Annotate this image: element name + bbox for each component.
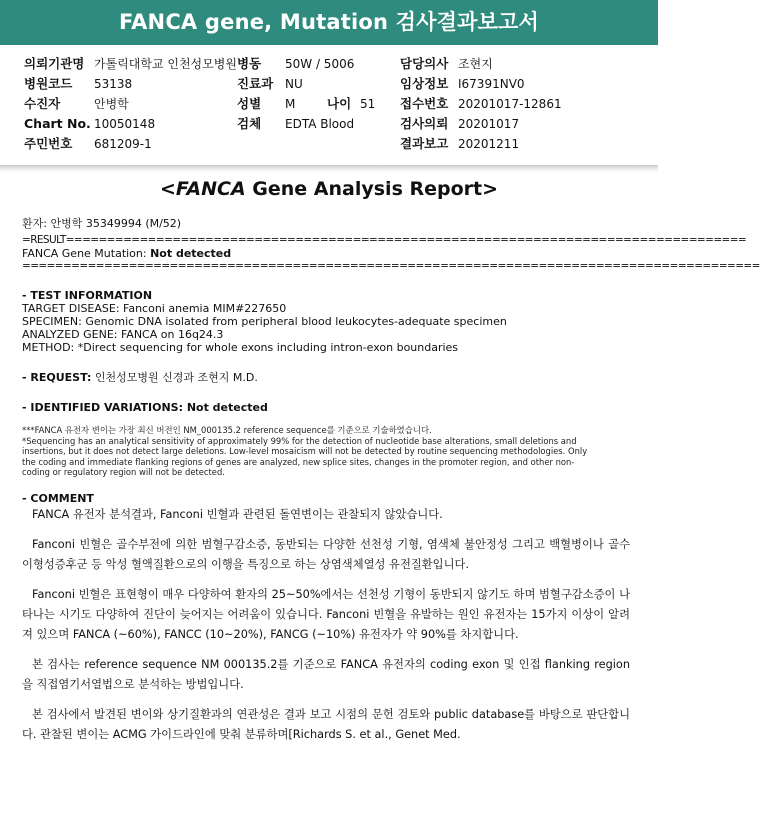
footnote-line: the coding and immediate flanking regions of genes are analyzed, new splice sites, changes in the promoter region, and other non- (22, 456, 575, 467)
info-value: 53138 (94, 77, 133, 91)
info-label: 접수번호 (400, 96, 449, 111)
patient-info-panel (0, 45, 658, 165)
info-row (0, 134, 658, 154)
info-label: 진료과 (237, 76, 274, 91)
info-label: 임상정보 (400, 76, 449, 91)
info-label: 성별 (237, 96, 262, 111)
result-separator: =RESULT=================================================================================== (22, 234, 747, 246)
result-separator-end: ========================================================================================== (22, 260, 760, 272)
info-label: 검체 (237, 116, 262, 131)
comment-header: - COMMENT (22, 491, 94, 505)
info-value: 20201211 (458, 137, 520, 151)
comment-text: 본 검사는 reference sequence NM 000135.2를 기준으로 FANCA 유전자의 coding exon 및 인접 flanking region을 직접염기서열법으로 분석하는 방법입니다. (22, 657, 630, 691)
info-value: 10050148 (94, 117, 156, 131)
info-value: 20201017 (458, 117, 520, 131)
info-label: Chart No. (24, 116, 91, 131)
info-label: 결과보고 (400, 136, 449, 151)
info-value: NU (285, 77, 303, 91)
comment-text: 본 검사에서 발견된 변이와 상기질환과의 연관성은 결과 보고 시점의 문헌 검토와 public database를 바탕으로 판단합니다. 관찰된 변이는 ACMG 가이드라인에 맞춰 분류하며[Richards S. et al., Genet Med. (22, 707, 630, 741)
comment-paragraph (22, 655, 630, 695)
request-line (22, 371, 630, 384)
analyzed-gene: ANALYZED GENE: FANCA on 16q24.3 (22, 328, 224, 341)
variations-value: Not detected (183, 401, 268, 414)
info-label: 의뢰기관명 (24, 56, 85, 71)
comment-text: Fanconi 빈혈은 골수부전에 의한 범혈구감소증, 동반되는 다양한 선천성 기형, 염색체 불안정성 그리고 백혈병이나 골수이형성증후군 등 악성 혈액질환으로의 이행을 특징으로 하는 상염색체열성 유전질환입니다. (22, 537, 630, 571)
comment-paragraph (22, 505, 630, 525)
info-value: 가톨릭대학교 인천성모병원 (94, 57, 237, 71)
comment-paragraph (22, 535, 630, 575)
report-title-rest: Gene Analysis Report> (245, 178, 499, 200)
request-label: - REQUEST: (22, 371, 92, 384)
info-value: EDTA Blood (285, 117, 355, 131)
info-value: 20201017-12861 (458, 97, 562, 111)
info-label: 담당의사 (400, 56, 449, 71)
report-body (22, 217, 760, 745)
info-value: I67391NV0 (458, 77, 525, 91)
mutation-value: Not detected (150, 247, 232, 260)
info-label: 주민번호 (24, 136, 73, 151)
info-label: 나이 (327, 96, 352, 111)
variations-label: - IDENTIFIED VARIATIONS: (22, 401, 183, 414)
info-label: 병원코드 (24, 76, 73, 91)
comment-text: Fanconi 빈혈은 표현형이 매우 다양하여 환자의 25~50%에서는 선천성 기형이 동반되지 않기도 하며 범혈구감소증이 나타나는 시기도 다양하여 진단이 늦어지는 어려움이 있습니다. Fanconi 빈혈을 유발하는 원인 유전자는 15가지 이상이 알려져 있으며 FANCA (~60%), FANCC (10~20%), FANCG (~10%) 유전자가 약 90%를 차지합니다. (22, 587, 630, 641)
request-value: 인천성모병원 신경과 조현지 M.D. (91, 371, 258, 384)
comment-paragraph (22, 705, 630, 745)
section-divider (0, 165, 658, 173)
report-title-prefix: < (159, 178, 176, 200)
footnote-line: insertions, but it does not detect large deletions. Low-level mosaicism will not be detected by routine sequencing methodologies. Only (22, 446, 588, 457)
info-value: 50W / 5006 (285, 57, 355, 71)
info-value: 조현지 (458, 57, 493, 71)
info-value: M (285, 97, 296, 111)
report-title-gene: FANCA (175, 178, 246, 200)
report-banner-title: FANCA gene, Mutation 검사결과보고서 (0, 0, 658, 45)
mutation-label: FANCA Gene Mutation: (22, 247, 151, 260)
report-title (0, 177, 658, 201)
target-disease: TARGET DISEASE: Fanconi anemia MIM#227650 (22, 302, 287, 315)
info-label: 수진자 (24, 96, 61, 111)
info-row (0, 114, 658, 134)
specimen: SPECIMEN: Genomic DNA isolated from peripheral blood leukocytes-adequate specimen (22, 315, 507, 328)
footnote-line: coding or regulatory region will not be detected. (22, 467, 225, 478)
mutation-result (22, 247, 630, 260)
info-label: 병동 (237, 56, 262, 71)
method: METHOD: *Direct sequencing for whole exons including intron-exon boundaries (22, 341, 459, 354)
footnote-line: *Sequencing has an analytical sensitivity of approximately 99% for the detection of nucleotide base alterations, small deletions and (22, 435, 577, 446)
comment-paragraph (22, 585, 630, 645)
info-value: 안병학 (94, 97, 129, 111)
test-info-header: - TEST INFORMATION (22, 289, 153, 302)
info-label: 검사의뢰 (400, 116, 449, 131)
info-row (0, 94, 658, 114)
info-row (0, 54, 658, 74)
info-row (0, 74, 658, 94)
info-value: 51 (360, 97, 376, 111)
footnote-sensitivity (22, 436, 630, 478)
comment-text: FANCA 유전자 분석결과, Fanconi 빈혈과 관련된 돌연변이는 관찰되지 않았습니다. (32, 507, 443, 521)
patient-line: 환자: 안병학 35349994 (M/52) (22, 217, 182, 230)
footnote-reference: ***FANCA 유전자 변이는 가장 최신 버전인 NM_000135.2 reference sequence를 기준으로 기술하였습니다. (22, 425, 432, 435)
variations-line (22, 401, 630, 414)
info-value: 681209-1 (94, 137, 152, 151)
